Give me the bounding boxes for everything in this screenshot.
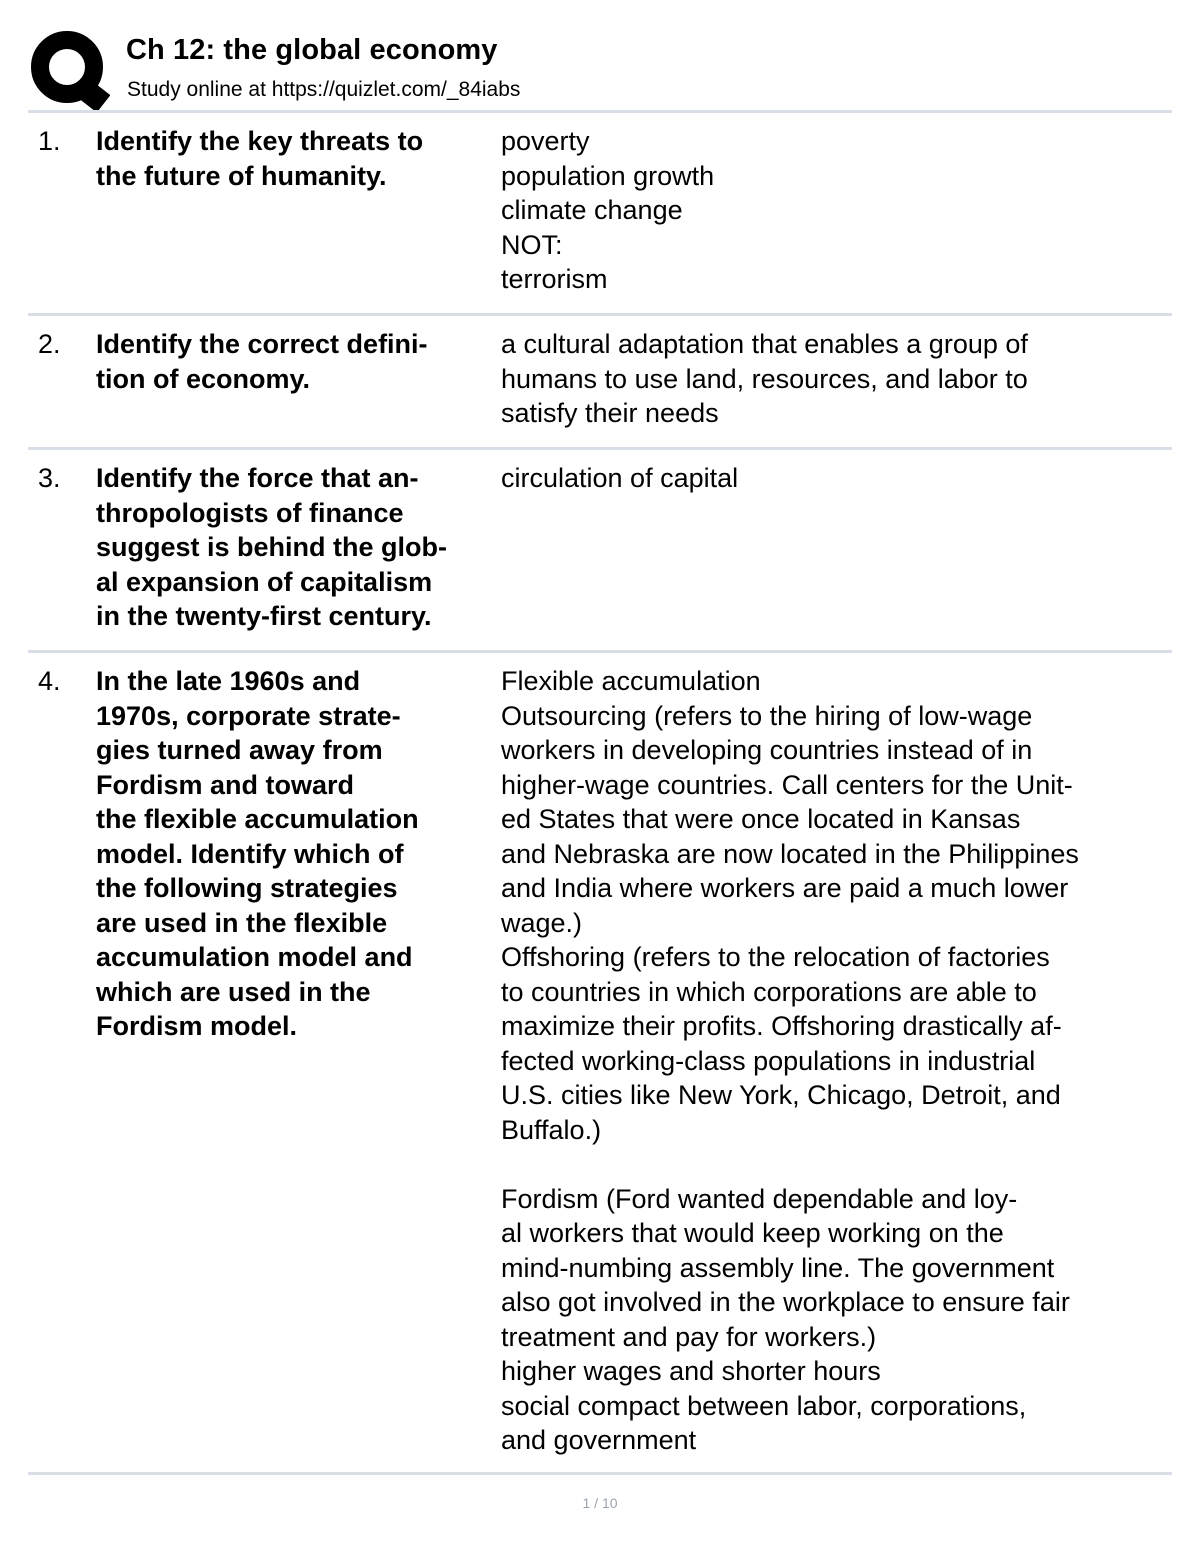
definition-line: Buffalo.) bbox=[501, 1114, 602, 1145]
term-line: al expansion of capitalism bbox=[96, 566, 433, 597]
divider bbox=[28, 447, 1172, 450]
card-number: 3. bbox=[38, 463, 61, 493]
definition-line: poverty bbox=[501, 126, 590, 156]
definition-line: Fordism (Ford wanted dependable and loy- bbox=[501, 1183, 1018, 1214]
divider bbox=[28, 650, 1172, 653]
definition-line: to countries in which corporations are able to bbox=[501, 976, 1037, 1007]
definition-line: social compact between labor, corporations, bbox=[501, 1390, 1027, 1421]
term-line: the future of humanity. bbox=[96, 160, 387, 191]
definition-line bbox=[501, 1147, 1166, 1182]
definition-line: population growth bbox=[501, 160, 715, 191]
term-line: model. Identify which of bbox=[96, 838, 404, 869]
term-line: thropologists of finance bbox=[96, 497, 404, 528]
term-line: the following strategies bbox=[96, 873, 398, 903]
divider bbox=[28, 313, 1172, 316]
card-term bbox=[96, 124, 496, 193]
definition-line: U.S. cities like New York, Chicago, Detroit, and bbox=[501, 1080, 1061, 1110]
definition-line: mind-numbing assembly line. The government bbox=[501, 1252, 1055, 1283]
term-line: which are used in the bbox=[96, 976, 371, 1007]
card-definition bbox=[501, 124, 1166, 297]
card-term bbox=[96, 664, 496, 1044]
definition-line: treatment and pay for workers.) bbox=[501, 1321, 877, 1352]
term-line: tion of economy. bbox=[96, 363, 310, 394]
card-term bbox=[96, 461, 496, 634]
definition-line: humans to use land, resources, and labor to bbox=[501, 363, 1028, 394]
card-definition bbox=[501, 664, 1166, 1458]
card-number: 2. bbox=[38, 329, 61, 359]
study-online-link-text: Study online at https://quizlet.com/_84iabs bbox=[127, 78, 521, 101]
term-line: accumulation model and bbox=[96, 942, 413, 972]
term-line: Identify the correct defini- bbox=[96, 329, 428, 359]
term-line: Fordism and toward bbox=[96, 769, 355, 800]
card-number: 4. bbox=[38, 666, 61, 696]
document-header bbox=[30, 30, 1172, 110]
quizlet-logo-icon bbox=[30, 30, 110, 110]
card-term bbox=[96, 327, 496, 396]
divider bbox=[28, 110, 1172, 113]
page-title: Ch 12: the global economy bbox=[126, 34, 498, 66]
definition-line: climate change bbox=[501, 195, 683, 225]
card-definition bbox=[501, 461, 1166, 496]
definition-line: maximize their profits. Offshoring drastically af- bbox=[501, 1011, 1062, 1041]
term-line: in the twenty-first century. bbox=[96, 601, 432, 631]
card-definition bbox=[501, 327, 1166, 431]
definition-line: higher-wage countries. Call centers for the Unit- bbox=[501, 769, 1073, 800]
term-line: suggest is behind the glob- bbox=[96, 532, 447, 562]
term-line: Identify the force that an- bbox=[96, 463, 419, 493]
definition-line: wage.) bbox=[501, 907, 583, 938]
definition-line: workers in developing countries instead of in bbox=[501, 735, 1033, 765]
definition-line: terrorism bbox=[501, 264, 608, 294]
card-number: 1. bbox=[38, 126, 61, 156]
definition-line: al workers that would keep working on the bbox=[501, 1218, 1004, 1248]
definition-line: circulation of capital bbox=[501, 463, 739, 493]
term-line: Fordism model. bbox=[96, 1011, 298, 1041]
term-line: In the late 1960s and bbox=[96, 666, 361, 696]
definition-line: and Nebraska are now located in the Philippines bbox=[501, 838, 1079, 869]
definition-line: also got involved in the workplace to ensure fair bbox=[501, 1287, 1070, 1317]
term-line: are used in the flexible bbox=[96, 907, 388, 938]
definition-line: satisfy their needs bbox=[501, 398, 719, 428]
term-line: gies turned away from bbox=[96, 735, 383, 765]
definition-line: fected working-class populations in industrial bbox=[501, 1045, 1036, 1076]
definition-line: Offshoring (refers to the relocation of factories bbox=[501, 942, 1050, 972]
definition-line: higher wages and shorter hours bbox=[501, 1356, 881, 1386]
definition-line: NOT: bbox=[501, 229, 563, 260]
definition-line: Flexible accumulation bbox=[501, 666, 761, 696]
definition-line: and government bbox=[501, 1425, 697, 1455]
page-number: 1 / 10 bbox=[582, 1495, 618, 1511]
divider bbox=[28, 1472, 1172, 1475]
definition-line: a cultural adaptation that enables a group of bbox=[501, 329, 1028, 359]
term-line: the flexible accumulation bbox=[96, 804, 419, 834]
definition-line: Outsourcing (refers to the hiring of low-wage bbox=[501, 700, 1033, 731]
term-line: Identify the key threats to bbox=[96, 126, 424, 156]
definition-line: and India where workers are paid a much lower bbox=[501, 873, 1069, 903]
term-line: 1970s, corporate strate- bbox=[96, 700, 401, 731]
definition-line: ed States that were once located in Kansas bbox=[501, 804, 1021, 834]
